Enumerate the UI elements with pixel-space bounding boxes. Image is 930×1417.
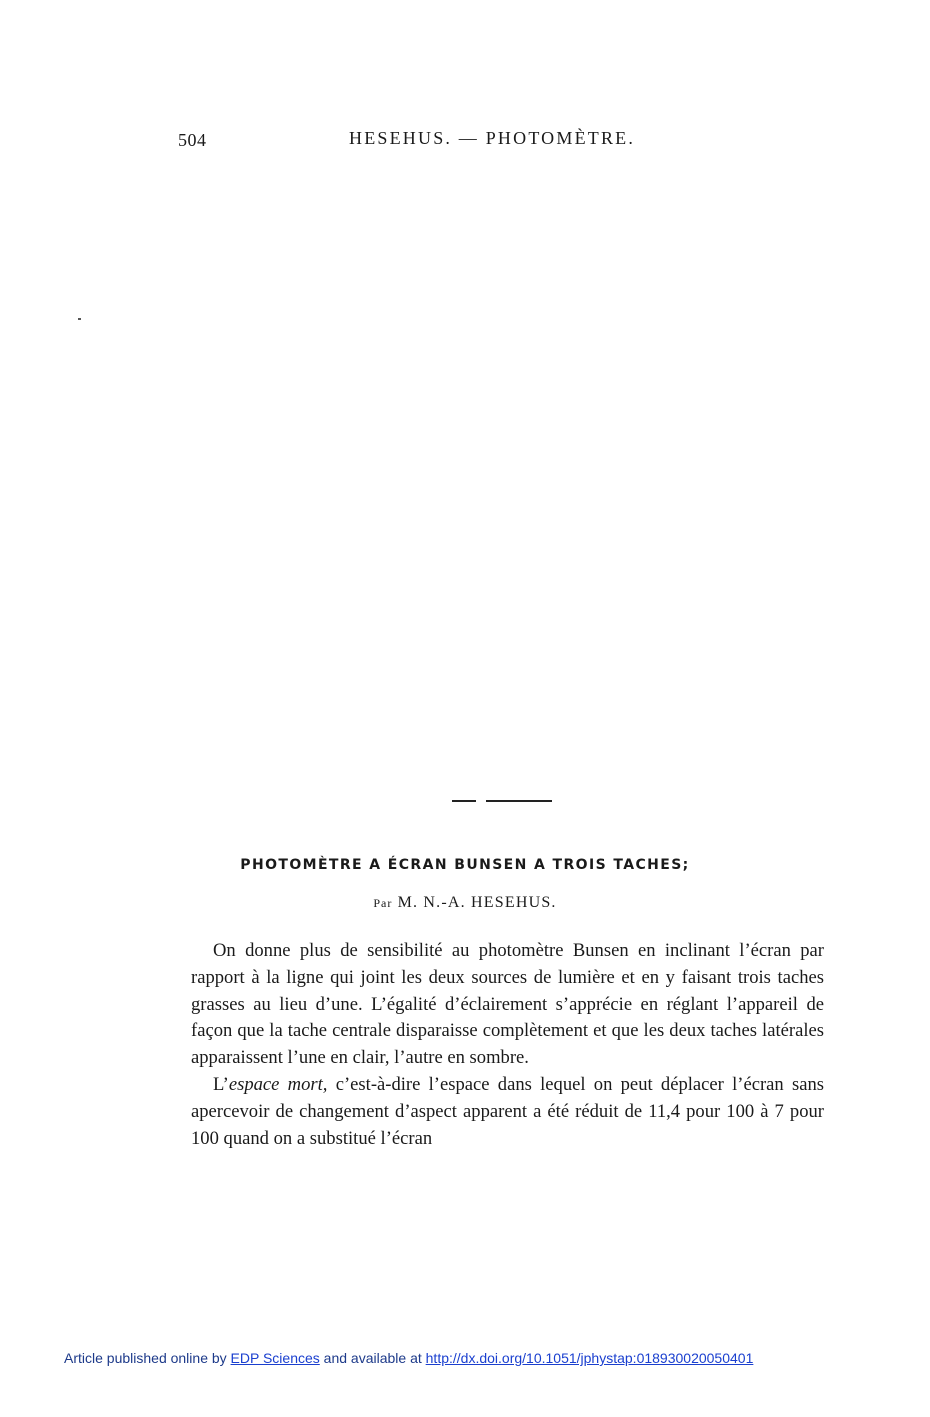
byline: [0, 894, 930, 912]
article-body: [191, 938, 824, 1152]
separator-rule-short: [452, 800, 476, 802]
footer-text-start: Article published online by: [64, 1350, 231, 1366]
paragraph-2-italic-term: espace mort,: [228, 1073, 328, 1095]
print-speck: [78, 318, 81, 320]
publication-footer: [64, 1350, 753, 1366]
byline-prefix: Par: [373, 896, 393, 910]
paragraph-2: [191, 1072, 824, 1152]
running-header: HESEHUS. — PHOTOMÈTRE.: [349, 128, 636, 148]
publisher-link[interactable]: EDP Sciences: [230, 1350, 320, 1366]
page-number: 504: [178, 130, 207, 150]
paragraph-2-text: c’est-à-dire l’espace dans lequel on peut déplacer l’écran sans apercevoir de changement d’aspect apparent a été réduit de 11,4 pour 100 à 7 pour 100 quand on a substitué l’écran: [191, 1073, 825, 1149]
paragraph-2-prefix: L’: [213, 1073, 229, 1095]
doi-link[interactable]: http://dx.doi.org/10.1051/jphystap:018930020050401: [425, 1350, 754, 1366]
footer-text-middle: and available at: [319, 1350, 426, 1366]
paragraph-1: On donne plus de sensibilité au photomètre Bunsen en inclinant l’écran par rapport à la ligne qui joint les deux sources de lumière et en y faisant trois taches grasses au lieu d’une. L’égalité d’éclairement s’apprécie en réglant l’appareil de façon que la tache centrale disparaisse complètement et que les deux taches latérales apparaissent l’une en clair, l’autre en sombre.: [191, 940, 824, 1069]
separator-rule-long: [486, 800, 552, 802]
article-title: PHOTOMÈTRE A ÉCRAN BUNSEN A TROIS TACHES;: [240, 857, 690, 873]
byline-author: M. N.-A. HESEHUS.: [397, 894, 557, 911]
